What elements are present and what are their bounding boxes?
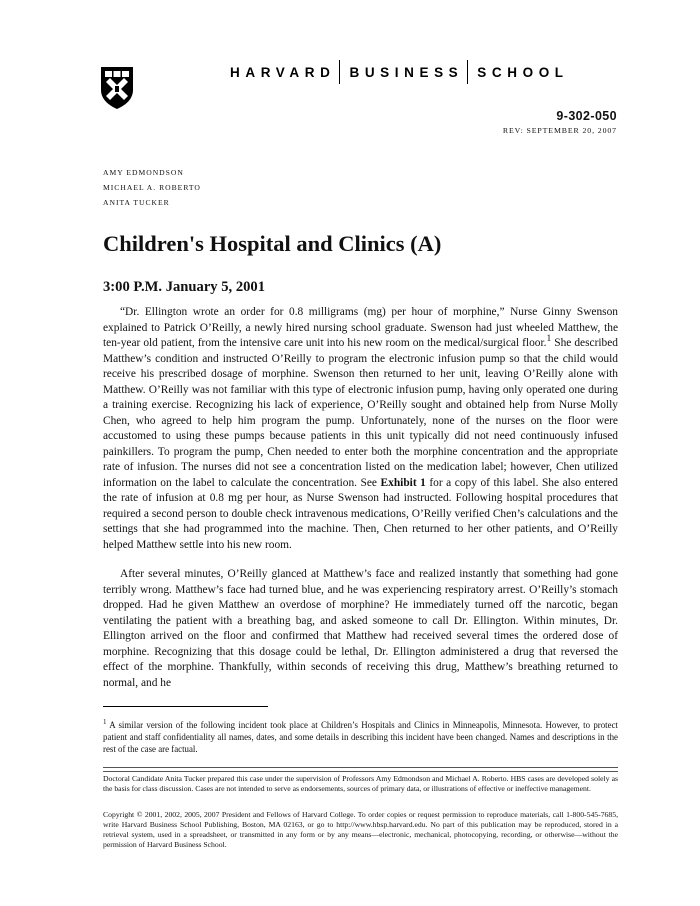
paragraph-text: “Dr. Ellington wrote an order for 0.8 milligrams (mg) per hour of morphine,” Nurse Ginny Swenson explained to Patrick O’Reilly, a newly hired nursing school graduate. Swenson had just wheeled Matthew, the ten-year old patient, from the intensive care unit into his new room on the medical/surgical floor. [103,306,618,349]
body-paragraph-1 [103,305,618,553]
case-title: Children's Hospital and Clinics (A) [103,231,442,256]
footnote-number: 1 [103,718,107,727]
revision-date: REV: SEPTEMBER 20, 2007 [502,126,617,135]
body-paragraph-2 [103,567,618,691]
harvard-business-school-wordmark [230,62,620,82]
case-number: 9-302-050 [556,109,617,123]
author-name: MICHAEL A. ROBERTO [103,183,201,192]
divider-line [103,771,618,772]
copyright-notice: Copyright © 2001, 2002, 2005, 2007 President and Fellows of Harvard College. To order copies or request permission to reproduce materials, call 1-800-545-7685, write Harvard Business School Publishing, Boston, MA 02163, or go to http://www.hbsp.harvard.edu. No part of this publication may be reproduced, stored in a retrieval system, used in a spreadsheet, or transmitted in any form or by any means—electronic, mechanical, photocopying, recording, or otherwise—without the permission of Harvard Business School. [103,810,618,849]
footnote-separator [103,706,268,707]
paragraph-text: After several minutes, O’Reilly glanced at Matthew’s face and realized instantly that something had gone terribly wrong. Matthew’s face had turned blue, and he was experiencing respiratory arrest. O’Reilly’s stomach dropped. Had he given Matthew an overdose of morphine? He immediately turned off the narcotic, began ventilating the patient with a breathing bag, and asked someone to call Dr. Ellington. Within minutes, Dr. Ellington arrived on the floor and confirmed that Matthew had received several times the ordered dose of morphine. Recognizing that this dosage could be lethal, Dr. Ellington administered a drug that reversed the effect of the morphine. Thankfully, within seconds of receiving this drug, Matthew’s breathing returned to normal, and he [103,568,618,689]
footnote-marker: 1 [546,334,552,345]
author-name: ANITA TUCKER [103,198,170,207]
wordmark-school: SCHOOL [477,64,569,80]
footnote-text: A similar version of the following incident took place at Children’s Hospitals and Clinics in Minneapolis, Minnesota. However, to protect patient and staff confidentiality all names, dates, and some details in describing this incident have been changed. Names and descriptions in the rest of the case are factual. [103,720,618,754]
section-heading: 3:00 P.M. January 5, 2001 [103,279,266,295]
wordmark-business: BUSINESS [349,64,464,80]
preparation-note: Doctoral Candidate Anita Tucker prepared this case under the supervision of Professors Amy Edmondson and Michael A. Roberto. HBS cases are developed solely as the basis for class discussion. Cases are not intended to serve as endorsements, sources of primary data, or illustrations of effective or ineffective management. [103,774,618,793]
harvard-shield-logo [100,66,134,110]
author-name: AMY EDMONDSON [103,168,184,177]
divider-line [103,767,618,768]
author-list [103,165,201,210]
paragraph-text: She described Matthew’s condition and instructed O’Reilly to program the electronic infusion pump so that the child would receive his prescribed dosage of morphine. Swenson then returned to her unit, leaving O’Reilly alone with Matthew. O’Reilly was not familiar with this type of electronic infusion pump, having only operated one during a training exercise. Recognizing his lack of experience, O’Reilly sought and obtained help from Nurse Molly Chen, who agreed to help him program the pump. Unfortunately, none of the nurses on the floor were accustomed to using these pumps because patients in this unit typically did not need continuously infused painkillers. To program the pump, Chen needed to enter both the morphine concentration and the appropriate rate of infusion. The nurses did not see a concentration listed on the medication label; however, Chen utilized information on the label to calculate the concentration. See [103,337,618,489]
wordmark-harvard: HARVARD [230,64,336,80]
paragraph-text: for a copy of this label. She also entered the rate of infusion at 0.8 mg per hour, as Nurse Swenson had instructed. Following hospital procedures that required a second person to double check intravenous medications, O’Reilly verified Chen’s calculations and the settings that she had programmed into the machine. Then, Chen returned to her other patients, and O’Reilly helped Matthew settle into his new room. [103,476,618,551]
wordmark-divider [467,60,468,84]
exhibit-reference: Exhibit 1 [380,476,426,489]
wordmark-divider [339,60,340,84]
footnote [103,720,618,755]
